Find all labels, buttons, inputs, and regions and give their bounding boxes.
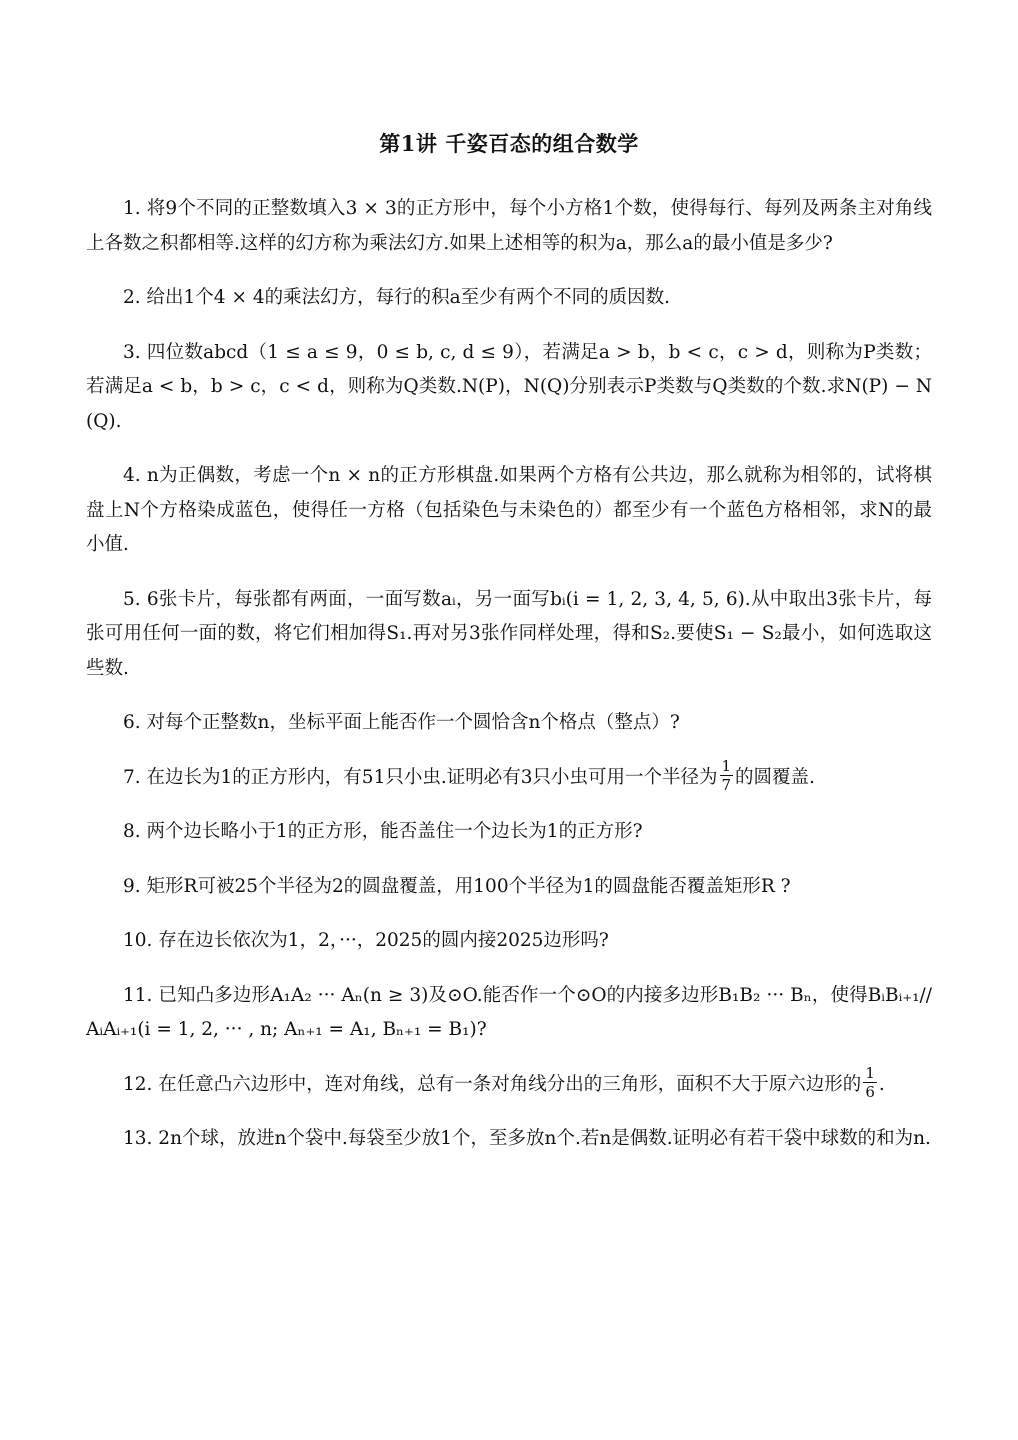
- problem-2: 2. 给出1个4 × 4的乘法幻方，每行的积a至少有两个不同的质因数.: [123, 287, 671, 308]
- problem-8: 8. 两个边长略小于1的正方形，能否盖住一个边长为1的正方形?: [123, 821, 643, 842]
- fraction-denominator: 6: [865, 1082, 875, 1101]
- fraction-numerator: 1: [721, 756, 732, 775]
- problem-7: [86, 756, 932, 796]
- problem-13: 13. 2n个球，放进n个袋中.每袋至少放1个，至多放n个.若n是偶数.证明必有若干袋中球数的和为n.: [123, 1128, 931, 1149]
- problem-9: 9. 矩形R可被25个半径为2的圆盘覆盖，用100个半径为1的圆盘能否覆盖矩形R ?: [123, 875, 791, 897]
- document-page: [86, 128, 932, 1177]
- fraction-one-seventh: [720, 756, 734, 794]
- problem-12: [86, 1063, 932, 1103]
- problem-11: 11. 已知凸多边形A₁A₂ ··· Aₙ(n ≥ 3)及⊙O.能否作一个⊙O的内接多边形B₁B₂ ··· Bₙ，使得BᵢBᵢ₊₁//AᵢAᵢ₊₁(i = 1, 2, ··· , n; Aₙ₊₁ = A₁, Bₙ₊₁ = B₁)?: [86, 984, 932, 1040]
- problem-7-text-after: 的圆覆盖.: [735, 766, 815, 788]
- problem-12-text-after: .: [878, 1073, 885, 1095]
- problem-1: 1. 将9个不同的正整数填入3 × 3的正方形中，每个小方格1个数，使得每行、每列及两条主对角线上各数之积都相等.这样的幻方称为乘法幻方.如果上述相等的积为a，那么a的最小值是多少?: [86, 198, 932, 254]
- problem-10: 10. 存在边长依次为1，2，···，2025的圆内接2025边形吗?: [123, 930, 609, 951]
- problem-12-text-before: 12. 在任意凸六边形中，连对角线，总有一条对角线分出的三角形，面积不大于原六边形的: [123, 1073, 862, 1095]
- problem-4: 4. n为正偶数，考虑一个n × n的正方形棋盘.如果两个方格有公共边，那么就称为相邻的，试将棋盘上N个方格染成蓝色，使得任一方格（包括染色与未染色的）都至少有一个蓝色方格相邻，求N的最小值.: [86, 465, 932, 555]
- problem-3: 3. 四位数abcd（1 ≤ a ≤ 9，0 ≤ b, c, d ≤ 9），若满足a > b，b < c，c > d，则称为P类数；若满足a < b，b > c，c < d，则称为Q类数.N(P)，N(Q)分别表示P类数与Q类数的个数.求N(P) − N(Q).: [86, 341, 932, 432]
- fraction-numerator: 1: [865, 1063, 875, 1082]
- problem-7-text-before: 7. 在边长为1的正方形内，有51只小虫.证明必有3只小虫可用一个半径为: [123, 766, 718, 788]
- problem-5: 5. 6张卡片，每张都有两面，一面写数aᵢ，另一面写bᵢ(i = 1, 2, 3, 4, 5, 6).从中取出3张卡片，每张可用任何一面的数，将它们相加得S₁.再对另3张作同样处理，得和S₂.要使S₁ − S₂最小，如何选取这些数.: [86, 588, 932, 679]
- fraction-denominator: 7: [721, 775, 732, 794]
- fraction-one-sixth: [863, 1063, 877, 1101]
- page-title: 第1讲 千姿百态的组合数学: [379, 131, 639, 156]
- problem-6: 6. 对每个正整数n，坐标平面上能否作一个圆恰含n个格点（整点）?: [123, 712, 680, 733]
